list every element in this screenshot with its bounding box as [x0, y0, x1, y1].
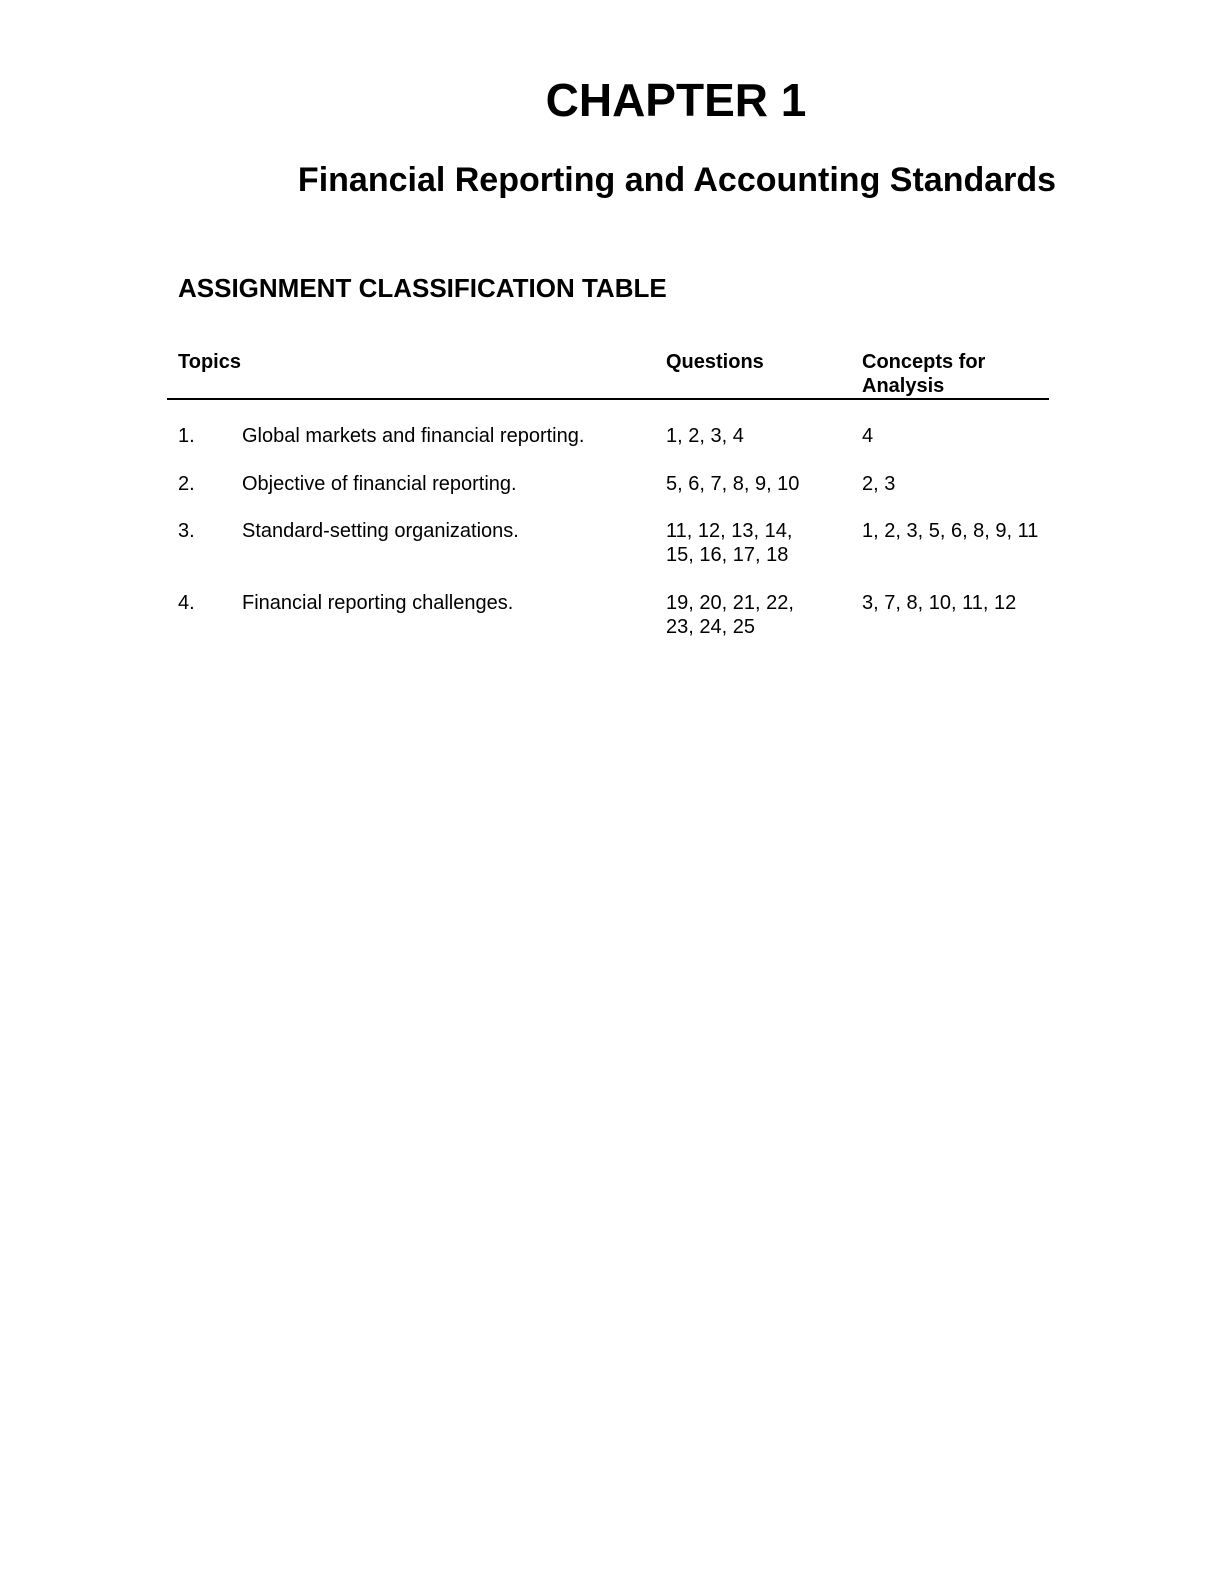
row-questions: 19, 20, 21, 22, 23, 24, 25 [666, 592, 794, 638]
row-topic: Objective of financial reporting. [242, 473, 517, 495]
row-concepts: 1, 2, 3, 5, 6, 8, 9, 11 [862, 520, 1039, 542]
row-concepts: 4 [862, 425, 874, 447]
row-topic: Financial reporting challenges. [242, 592, 514, 614]
table-header [167, 350, 1049, 400]
row-questions: 5, 6, 7, 8, 9, 10 [666, 473, 800, 495]
table-row [167, 472, 1049, 519]
table-row [167, 591, 1049, 639]
column-header-questions: Questions [666, 351, 764, 373]
row-concepts: 3, 7, 8, 10, 11, 12 [862, 592, 1017, 614]
assignment-classification-table [167, 350, 1049, 639]
row-number: 1. [178, 425, 195, 447]
chapter-title: CHAPTER 1 [545, 74, 807, 126]
chapter-subtitle: Financial Reporting and Accounting Standards [297, 161, 1057, 199]
row-concepts: 2, 3 [862, 473, 896, 495]
row-topic: Standard-setting organizations. [242, 520, 519, 542]
row-questions: 11, 12, 13, 14, 15, 16, 17, 18 [666, 520, 793, 566]
column-header-concepts: Concepts for Analysis [862, 351, 986, 397]
row-topic: Global markets and financial reporting. [242, 425, 585, 447]
row-number: 3. [178, 520, 195, 542]
row-number: 2. [178, 473, 195, 495]
column-header-topics: Topics [178, 351, 241, 373]
row-number: 4. [178, 592, 195, 614]
section-heading: ASSIGNMENT CLASSIFICATION TABLE [178, 273, 667, 303]
table-row [167, 424, 1049, 472]
table-row [167, 519, 1049, 591]
row-questions: 1, 2, 3, 4 [666, 425, 744, 447]
